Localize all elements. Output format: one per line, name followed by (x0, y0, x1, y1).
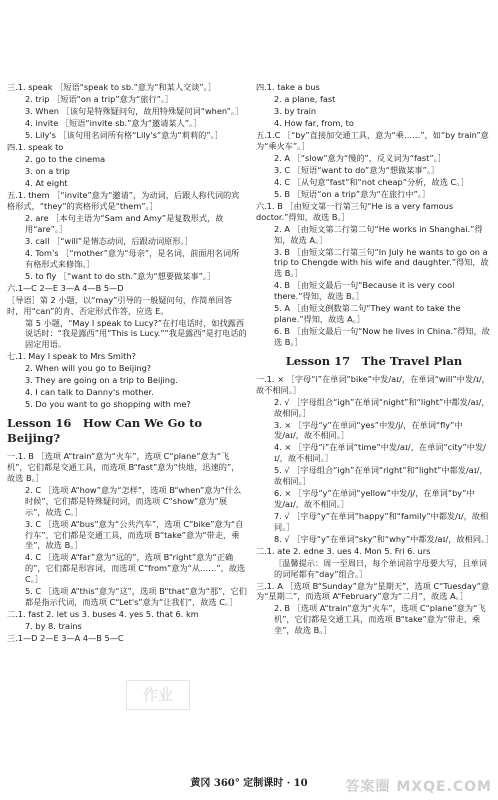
answer-line: 4. C ［选项 A“far”意为“远的”，选项 B“right”意为“正确的”，它们都是形容词，而选项 C“from”意为“从……”，故选 C。］ (25, 552, 248, 585)
answer-line: 二.1. fast 2. let us 3. buses 4. yes 5. that 6. km (7, 609, 199, 619)
answer-line: 5. to fly ［“want to do sth.”意为“想要做某事”。］ (25, 270, 216, 281)
answer-line: ［温馨提示：周一至周日，每个单词首字母要大写，且单词的词尾都有“day”组合。］ (274, 557, 487, 579)
lesson-17-title: Lesson 17 The Travel Plan (285, 353, 463, 368)
answer-line: 5. A ［由短文倒数第二句“They want to take the plane.”得知，故选 A。］ (274, 303, 464, 324)
answer-line: 2. A ［“slow”意为“慢的”，反义词为“fast”。］ (274, 152, 446, 163)
right-column (256, 82, 492, 637)
answer-line: 三.1—D 2—E 3—A 4—B 5—C (7, 633, 124, 644)
answer-line: 4. invite ［短语“invite sb.”意为“邀请某人”。］ (25, 118, 202, 129)
answer-line: 2. B ［选项 A“train”意为“火车”，选项 C“plane”意为“飞机”，它们都是交通工具，而选项 B“take”意为“带走，乘坐”，故选 B。］ (274, 603, 486, 636)
answer-line: 6. B ［由短文最后一句“Now he lives in China.”得知，故选 B。］ (274, 326, 490, 347)
watermark-logo: 答案圈 MXQE.COM (345, 778, 492, 795)
answer-line: 4. I can talk to Danny's mother. (25, 387, 154, 398)
left-answers-block-b (7, 451, 247, 643)
faded-stamp: 作业 (126, 680, 190, 710)
answer-line: 3. B ［由短文第二行第三句“In July he wants to go on a trip to Chengde with his wife and daughter.”得知，故选 B。］ (274, 246, 491, 279)
lesson-16-title: Lesson 16 How Can We Go to Beijing? (7, 416, 203, 446)
answer-line: 8. √ ［字母“y”在单词“sky”和“why”中都发/aɪ/，故相同。］ (274, 533, 494, 544)
answer-line: 3. When ［该句是特殊疑问句，故用特殊疑问词“when”。］ (25, 106, 244, 117)
page-footer: 黄冈 360° 定制课时 · 10 (190, 777, 308, 789)
answer-line: 5. Lily's ［该句用名词所有格“Lily's”意为“莉莉的”。］ (25, 130, 223, 141)
answer-line: 2. a plane, fast (274, 94, 336, 105)
right-answers-block-b (256, 374, 492, 636)
answer-line: 2. trip ［短语“on a trip”意为“旅行”。］ (25, 94, 174, 105)
answer-line: ［导语］第 2 小题，以“may”引导的一般疑问句，作简单回答时，用“can”的肯、否定形式作答，应选 E。 (7, 294, 233, 316)
answer-line: 2. When will you go to Beijing? (25, 363, 152, 374)
answer-line: 4. How far, from, to (274, 118, 354, 129)
answer-line: 三.1. A ［选项 B“Sunday”意为“星期天”，选项 C“Tuesday”意为“星期二”，而选项 A“February”意为“二月”，故选 A。］ (256, 580, 490, 602)
left-answers-block-a (7, 82, 247, 410)
answer-line: 4. B ［由短文最后一句“Because it is very cool there.”得知，故选 B。］ (274, 280, 457, 302)
answer-line: 2. are ［本句主语为“Sam and Amy”是复数形式，故用“are”。］ (25, 212, 224, 234)
answer-line: 3. call ［“will”是情态动词，后跟动词原形。］ (25, 235, 193, 246)
answer-line: 5. Do you want to go shopping with me? (25, 399, 191, 410)
answer-line: 第 5 小题，“May I speak to Lucy?”在打电话时，如找露西说话时：“我是露西”用“This is Lucy.”“我是露西”是打电话的固定用语。 (25, 317, 247, 350)
answer-line: 一.1. B ［选项 A“train”意为“火车”，选项 C“plane”意为“飞机”，它们都是交通工具，而选项 B“fast”意为“快地，迅速的”，故选 B。］ (7, 451, 240, 484)
answer-line: 六.1. B ［由短文第一行第三句“He is a very famous doctor.”得知，故选 B。］ (256, 200, 456, 222)
left-column (7, 82, 247, 645)
answer-line: 3. × ［字母“y”在单词“yes”中发/j/，在单词“fly”中发/aɪ/，故不相同。］ (274, 419, 463, 441)
answer-line: 3. by train (274, 106, 317, 117)
answer-line: 7. by 8. trains (25, 621, 82, 632)
answer-line: 5. √ ［字母组合“igh”在单词“right”和“light”中都发/aɪ/，故相同。］ (274, 465, 488, 487)
answer-line: 3. C ［短语“want to do”意为“想做某事”。］ (274, 164, 440, 175)
answer-line: 3. They are going on a trip to Beijing. (25, 375, 178, 386)
answer-line: 4. C ［从句意“fast”和“not cheap”分析，故选 C。］ (274, 176, 469, 187)
answer-line: 二.1. ate 2. edne 3. ues 4. Mon 5. Fri 6. urs (256, 545, 431, 556)
answer-line: 4. At eight (25, 178, 68, 189)
answer-line: 2. go to the cinema (25, 154, 106, 165)
answer-line: 5. C ［选项 A“this”意为“这”，选项 B“that”意为“那”，它们都是指示代词，而选项 C“Let's”意为“让我们”，故选 C。］ (25, 586, 247, 607)
answer-line: 5. B ［短语“on a trip”意为“在旅行中”。］ (274, 188, 431, 199)
answer-line: 2. √ ［字母组合“igh”在单词“night”和“light”中都发/aɪ/，故相同。］ (274, 396, 490, 418)
answer-line: 6. × ［字母“y”在单词“yellow”中发/j/，在单词“by”中发/aɪ/，故不相同。］ (274, 488, 475, 509)
answer-line: 五.1. them ［“invite”意为“邀请”，为动词，后跟人称代词的宾格形式，“they”的宾格形式是“them”。］ (7, 190, 240, 211)
answer-line: 4. × ［字母“i”在单词“time”中发/aɪ/，在单词“city”中发/ɪ/，故不相同。］ (274, 442, 486, 464)
answer-line: 2. A ［由短文第二行第二句“He works in Shanghai.”得知，故选 A。］ (274, 223, 483, 245)
answer-line: 7. √ ［字母“y”在单词“happy”和“family”中都发/ɪ/，故相同。］ (274, 510, 489, 532)
answer-line: 五.1.C ［“by”直接加交通工具，意为“乘……”，如“by train”意为“乘火车”。］ (256, 130, 489, 151)
answer-line: 七.1. May I speak to Mrs Smith? (7, 351, 136, 362)
answer-line: 4. Tom's ［“mother”意为“母亲”，是名词，前面用名词所有格形式来修饰。］ (25, 247, 240, 269)
answer-line: 四.1. take a bus (256, 82, 320, 92)
right-answers-block-a (256, 82, 492, 348)
answer-line: 四.1. speak to (7, 142, 64, 153)
answer-line: 六.1—C 2—E 3—A 4—B 5—D (7, 282, 124, 293)
answer-line: 3. on a trip (25, 166, 70, 177)
answer-line: 3. C ［选项 A“bus”意为“公共汽车”，选项 C“bike”意为“自行车”，它们都是交通工具，而选项 B“take”意为“带走，乘坐”，故选 B。］ (25, 518, 244, 551)
answer-line: 三.1. speak ［短语“speak to sb.”意为“和某人交谈”。］ (7, 82, 216, 92)
answer-line: 一.1. × ［字母“i”在单词“bike”中发/aɪ/，在单词“will”中发/ɪ/，故不相同。］ (256, 373, 490, 395)
answer-line: 2. C ［选项 A“how”意为“怎样”，选项 B“when”意为“什么时候”，它们都是特殊疑问词，而选项 C“show”意为“展示”，故选 C。］ (25, 485, 242, 517)
